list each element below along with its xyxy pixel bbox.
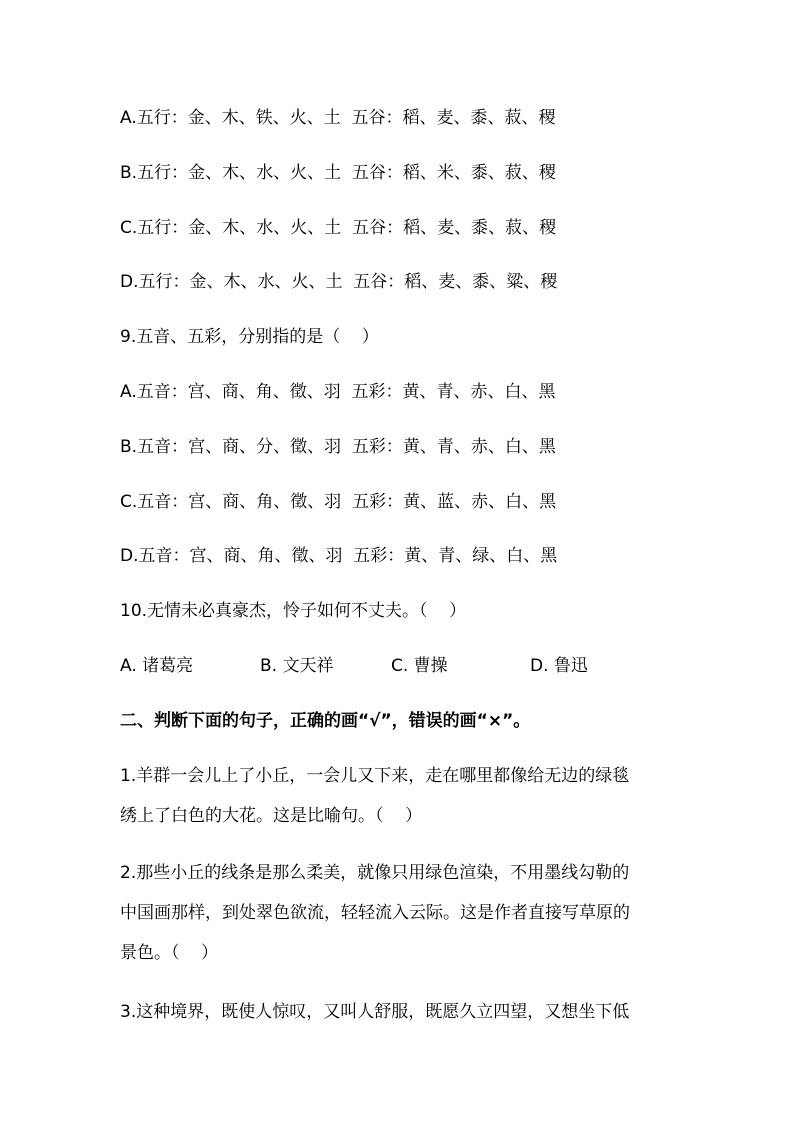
item-1-line-2: 绣上了白色的大花。这是比喻句。（ ） [120, 806, 423, 826]
q10-option-b: B. 文天祥 [260, 656, 334, 676]
q10-option-c: C. 曹操 [391, 656, 448, 676]
section2-item-1 [120, 765, 680, 827]
q8-option-a: A.五行：金、木、铁、火、土 五谷：稻、麦、黍、菽、稷 [120, 108, 556, 128]
q9-question: 9.五音、五彩，分别指的是（ ） [120, 327, 379, 347]
q9-option-a: A.五音：宫、商、角、徵、羽 五彩：黄、青、赤、白、黑 [120, 382, 556, 402]
item-2-line-1: 2.那些小丘的线条是那么柔美，就像只用绿色渲染，不用墨线勾勒的 [120, 863, 630, 883]
section2-item-3 [120, 1001, 680, 1023]
item-1-line-1: 1.羊群一会儿上了小丘，一会儿又下来，走在哪里都像给无边的绿毯 [120, 766, 630, 786]
q10-question: 10.无情未必真豪杰，怜子如何不丈夫。（ ） [120, 601, 467, 621]
q9-option-d: D.五音：宫、商、角、徵、羽 五彩：黄、青、绿、白、黑 [120, 546, 558, 566]
section2-heading: 二、判断下面的句子，正确的画“√”，错误的画“×”。 [120, 711, 531, 731]
q8-option-d: D.五行：金、木、水、火、土 五谷：稻、麦、黍、粱、稷 [120, 272, 558, 292]
q10-option-d: D. 鲁迅 [530, 656, 588, 676]
q10-option-a: A. 诸葛亮 [120, 656, 194, 676]
item-2-line-2: 中国画那样，到处翠色欲流，轻轻流入云际。这是作者直接写草原的 [120, 903, 630, 923]
item-3-line-1: 3.这种境界，既使人惊叹，又叫人舒服，既愿久立四望，又想坐下低 [120, 1002, 630, 1022]
section2-item-2 [120, 862, 680, 964]
q8-option-b: B.五行：金、木、水、火、土 五谷：稻、米、黍、菽、稷 [120, 163, 556, 183]
item-2-line-3: 景色。（ ） [120, 943, 219, 963]
q9-option-b: B.五音：宫、商、分、徵、羽 五彩：黄、青、赤、白、黑 [120, 437, 556, 457]
q9-option-c: C.五音：宫、商、角、徵、羽 五彩：黄、蓝、赤、白、黑 [120, 492, 557, 512]
q8-option-c: C.五行：金、木、水、火、土 五谷：稻、麦、黍、菽、稷 [120, 218, 557, 238]
